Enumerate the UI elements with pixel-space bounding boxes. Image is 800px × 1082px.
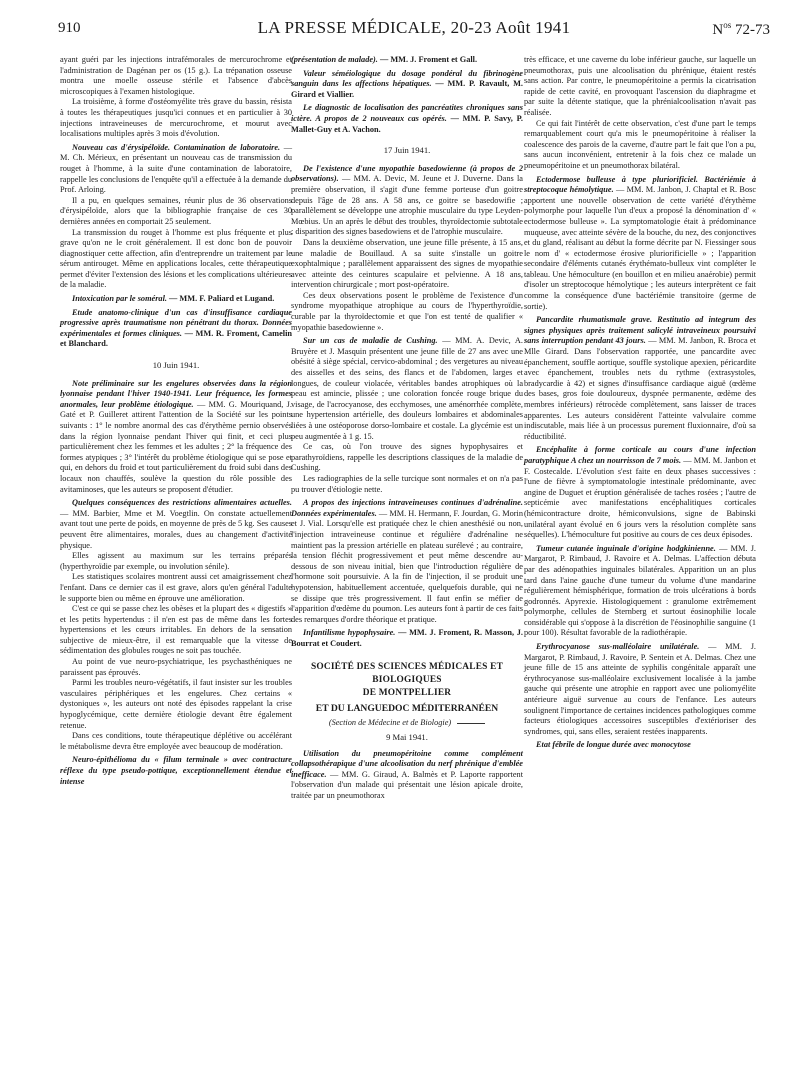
society-line: SOCIÉTÉ DES SCIENCES MÉDICALES ET BIOLOGIQUES (310, 662, 504, 686)
communication (60, 294, 292, 305)
session-date: 10 Juin 1941. (152, 360, 200, 371)
journal-title: LA PRESSE MÉDICALE, 20-23 Août 1941 (257, 18, 571, 37)
communication-authors: — MM. J. Froment et Gall. (379, 55, 478, 64)
communication-authors: — MM. J. Froment, R. Masson, J. Bourrat et Coudert. (291, 628, 523, 648)
communication-title: (présentation de malade). (291, 55, 378, 64)
paragraph: Ce qui fait l'intérêt de cette observation, c'est d'une part le temps remarquablement court qu'a mis le pneumopéritoine à réaliser la coalescence des parois de la caverne, d'autre part le fait que l'on a pu, sans aucun inconvénient, entretenir à la fois chez ce malade un pneumopéritoine et un pneumothorax bilatéral. (524, 118, 756, 170)
column-right (524, 55, 756, 751)
paragraph: Il a pu, en quelques semaines, réunir plus de 36 observations d'érysipéloïde, alors que la bibliographie française de ces 30 dernières années en comportait 25 seulement. (60, 195, 292, 226)
communication-title: A propos des injections intraveineuses continues d'adrénaline. Données expérimentales. (291, 498, 523, 518)
issue-number (712, 20, 770, 39)
divider (457, 723, 485, 724)
communication (291, 336, 523, 442)
issue-value: 72-73 (735, 22, 770, 38)
communication-title: Erythrocyanose sus-malléolaire unilatérale. (536, 642, 700, 652)
communication (524, 740, 756, 751)
issue-prefix: N (712, 22, 724, 38)
communication-body: — MM. G. Mouriquand, J. Gaté et P. Guilleret attirent l'attention de la Société sur les points suivants : 1° le nombre anormal des cas d'érythème pernio observés dans la région lyonnaise pendant l'hiver qui finit, et ceci plus particulièrement chez les femmes et les adultes ; 2° la fréquence des formes atypiques ; 3° l'intérêt du problème étiologique qui se pose et qui, en dehors du froid et tout particulièrement du froid subi dans des locaux non chauffés, soulève la question du rôle possible des avitaminoses, que les auteurs se proposent d'étudier. (60, 399, 292, 494)
session-name: (Section de Médecine et de Biologie) (328, 718, 452, 728)
column-left (60, 55, 292, 787)
paragraph: La transmission du rouget à l'homme est plus fréquente et plus grave qu'on ne le croit généralement. Il est donc bon de pouvoir diagnostiquer cette affection, afin d'entreprendre un traitement par le sérum antirouget. Même en applications locales, cette thérapeutique permet d'éviter l'extension des lésions et les complications ultérieures de la maladie. (60, 227, 292, 290)
communication-authors: — MM. R. Froment, Camelin et Blanchard. (60, 328, 292, 349)
communication (291, 69, 523, 101)
communication (60, 498, 292, 551)
communication (524, 315, 756, 442)
communication (60, 755, 292, 787)
communication (524, 445, 756, 540)
communication-body: — MM. M. Janbon, R. Broca et Mlle Girard. Dans l'observation rapportée, une pancardite avec épanchement, souffle aortique, souffle systolique apexien, péricardite avec épanchement, troubles nets du rythme (extrasystoles, bradycardie à 42) et signes d'insuffisance cardiaque aiguë (œdème des bases, gros foie douloureux, dyspnée permanente, œdème des membres inférieurs) rétrocède complètement, sans laisser de traces apparentes. Les auteurs considèrent l'atteinte valvulaire comme indiscutable, mais liée à un processus purement fluxionnaire, d'où sa réductibilité. (524, 336, 757, 441)
communication-title: Infantilisme hypophysaire. (303, 628, 396, 638)
paragraph: C'est ce qui se passe chez les obèses et la plupart des « digestifs » et les petits hypertendus : il n'en est pas de même dans les fortes hypertensions et les cœurs irritables. En dehors de la sensation subjective de mieux-être, il est remarquable que la vitesse de sédimentation des globules rouges ne soit pas touchée. (60, 604, 292, 656)
paragraph: La troisième, à forme d'ostéomyélite très grave du bassin, résista à toutes les thérapeutiques jusqu'ici connues et en particulier à 30 injections intraveineuses de mercurochrome, et mourut avec localisations multiples après 3 mois d'évolution. (60, 97, 292, 139)
paragraph: Au point de vue neuro-psychiatrique, les psychasthéniques ne paraissent pas éprouvés. (60, 657, 292, 677)
session-date: 17 Juin 1941. (383, 145, 431, 156)
paragraph: Parmi les troubles neuro-végétatifs, il faut insister sur les troubles vasculaires périphériques et les engelures. Chez certains « dystoniques », les auteurs ont noté des épisodes rappelant la crise hypoglycémique, cette dernière étiologie devant être également retenue. (60, 678, 292, 730)
society-heading-line: ET DU LANGUEDOC MÉDITERRANÉEN (315, 703, 499, 715)
paragraph: Dans ces conditions, toute thérapeutique déplétive ou accélérant le métabolisme devra être employée avec beaucoup de modération. (60, 731, 292, 751)
paragraph: Les statistiques scolaires montrent aussi cet amaigrissement chez l'enfant. Dans ce dernier cas il est grave, alors qu'en général l'adulte le supporte bien ou même en éprouve une amélioration. (60, 572, 292, 603)
communication (60, 143, 292, 196)
communication-title: Note préliminaire sur les engelures observées dans la région lyonnaise pendant l'hiver 1940-1941. Leur fréquence, les formes anormales, leur problème étiologique. (60, 378, 292, 409)
communication-body: — MM. G. Giraud, A. Balmès et P. Laporte rapportent l'observation d'un malade qui présentait une lésion apicale droite, traitée par un pneumothorax (291, 769, 523, 801)
society-heading (291, 661, 523, 700)
communication-body: — MM. Barbier, Mme et M. Voegtlin. On constate actuellement avant tout une perte de poids, en moyenne de près de 5 kg. Ses causes peuvent être alimentaires, morales, dues au changement d'activité physique. (60, 508, 292, 550)
communication-title: Ectodermose bulleuse à type pluriorificiel. Bactériémie à streptocoque hémolytique. (524, 174, 756, 195)
communication-body: — MM. J. Margarot, P. Rimbaud, J. Ravoire et A. Delmas. L'affection débuta par des adénopathies inguinales bilatérales. Apparition un an plus tard dans l'aine gauche d'une tumeur du volume d'une mandarine régulièrement hémisphérique, formation de trois ulcérations à bords godronnés. Apyrexie. Histologiquement : granulome extrêmement polymorphe, cellules de Sternberg et surtout éosinophilie locale considérable qui s'oppose à la discrétion de l'éosinophilie sanguine (1 pour 100). Résultat favorable de la radiothérapie. (524, 543, 757, 638)
communication (524, 175, 756, 313)
communication-body: — MM. A. Devic, A. Bruyère et J. Masquin présentent une jeune fille de 27 ans avec une obésité à siège spécial, cervico-abdominal ; des vergetures au niveau des aisselles et des seins, des flancs et de l'abdomen, larges et longues, de couleur violacée, véritables bandes atrophiques où la peau est amincie, plissée ; une coloration foncée rouge brique du visage, de l'acrocyanose, des ecchymoses, une aménorrhée complète, une hypertension artérielle, des douleurs lombaires et abdominales liées à une ostéoporose dorso-lombaire et costale. La glycémie est un peu augmentée à 1 g. 15. (291, 336, 523, 441)
communication-title: Etude anatomo-clinique d'un cas d'insuffisance cardiaque progressive après traumatisme non pénétrant du thorax. Données expérimentales et formes cliniques. (60, 307, 292, 338)
issue-sup: os (723, 20, 732, 30)
paragraph: Les radiographies de la selle turcique sont normales et on n'a pas pu trouver d'étiologie nette. (291, 473, 523, 494)
communication-body: — MM. A. Devic, M. Jeune et J. Duverne. Dans la première observation, il s'agit d'une femme porteuse d'un goitre depuis l'âge de 28 ans. A 58 ans, ce goitre se basedowifie ; parallèlement se développe une atrophie musculaire du type Leyden-Mœbius. Un an après le début des troubles, thyroïdectomie subtotale ; disparition des signes basedowiens et de l'atrophie musculaire. (291, 174, 523, 237)
communication-title: Neuro-épithélioma du « filum terminale » avec contracture réflexe du type pseudo-pottique, exceptionnellement étendue et intense (60, 755, 292, 786)
communication-title: Intoxication par le soméral. (72, 294, 167, 304)
communication-authors: — MM. P. Ravault, M. Girard et Viallier. (291, 79, 523, 99)
paragraph: Dans la deuxième observation, une jeune fille présente, à 15 ans, une maladie de Bouillaud. A sa suite s'installe un goitre exophtalmique ; parallèlement apparaissent des signes de myopathie avec atteinte des ceintures scapulaire et pelvienne. A 18 ans, intervention chirurgicale ; mort post-opératoire. (291, 237, 523, 290)
communication-body: — MM. M. Janbon et F. Costecalde. L'évolution s'est faite en deux phases successives : l'une de fièvre à symptomatologie intestinale prédominante, avec angine de Duguet et éruption généralisée de taches rosées ; l'autre de septicémie avec manifestations encéphalitiques corticales (hémicontracture droite, hémiconvulsions, signe de Babinski unilatéral ayant évolué en 6 jours vers la résolution complète sans séquelles). L'hémoculture fut positive au cours de ces deux épisodes. (524, 455, 756, 540)
communication-title: Encéphalite à forme corticale au cours d'une infection paratyphique A chez un nourrisson de 7 mois. (524, 445, 756, 465)
session-date: 9 Mai 1941. (386, 732, 428, 743)
communication-title: Sur un cas de maladie de Cushing. (303, 336, 438, 346)
communication (291, 164, 523, 238)
communication-authors: — MM. P. Savy, P. Mallet-Guy et A. Vachon. (291, 113, 523, 134)
communication-body: — MM. H. Hermann, F. Jourdan, G. Morin et J. Vial. Lorsqu'elle est pratiquée chez le chien anesthésié ou non, l'injection intraveineuse continue et régulière d'adrénaline ne maintient pas la pression artérielle en plateau surélevé ; au contraire, la tension fléchit progressivement et peut même descendre au-dessous de son niveau initial, bien que l'introduction régulière de l'hormone soit poursuivie. A la fin de l'injection, il se produit une hypotension, habituellement accentuée, quelquefois durable, qui ne se dissipe que très progressivement. Il faut enfin se méfier de l'apparition d'œdème du poumon. Les auteurs font à partir de ces faits des remarques d'ordre théorique et pratique. (291, 508, 524, 624)
communication (291, 103, 523, 135)
communication-title: Utilisation du pneumopéritoine comme complément collapsothérapique d'une alcoolisation du nerf phrénique d'emblée inefficace. (291, 748, 523, 779)
column-middle (291, 55, 523, 802)
communication-body: — MM. M. Janbon, J. Chaptal et R. Bosc apportent une nouvelle observation de cette variété d'érythème polymorphe pour laquelle l'un d'eux a proposé la dénomination d' « ectodermose bulleuse ». La symptomatologie était à prédominance muqueuse, avec atteinte sévère de la bouche, du nez, des conjonctives et du gland, réalisant au début la forme décrite par N. Fiessinger sous le nom d' « ectodermose érosive pluriorificielle » ; l'apparition secondaire d'éléments cutanés érythémato-bulleux vint compléter le tableau. Une hémoculture (en bouillon et en milieu anaérobie) permit d'isoler un streptocoque hémolytique ; les auteurs interprètent ce fait comme la conséquence d'une bactériémie transitoire (germe de sortie). (524, 185, 756, 311)
communication-title: Pancardite rhumatismale grave. Restitutio ad integrum des signes physiques après traitement salicylé intraveineux poursuivi sans interruption pendant 43 jours. (524, 315, 756, 346)
communication (291, 498, 523, 625)
communication-title: Tumeur cutanée inguinale d'origine hodgkinienne. (536, 543, 716, 553)
communication-title: Etat fébrile de longue durée avec monocytose (536, 740, 691, 750)
society-line: DE MONTPELLIER (362, 688, 452, 699)
paragraph: ayant guéri par les injections intrafémorales de mercurochrome et l'administration de Dagénan per os (15 g.). La trépanation osseuse montra une moelle osseuse stérile et l'absence d'abcès microscopiques à l'examen histologique. (60, 55, 292, 96)
page-number: 910 (58, 20, 81, 36)
communication-authors: — MM. F. Paliard et Lugand. (169, 294, 275, 304)
communication-body: — M. Ch. Mérieux, en présentant un nouveau cas de transmission du rouget à l'homme, à la suite d'une contamination de laboratoire, rappelle les conclusions de l'enquête qu'il a effectuée à la demande du Prof. Arloing. (60, 142, 292, 195)
communication (291, 628, 523, 649)
communication (524, 544, 756, 639)
communication (60, 379, 292, 496)
communication (60, 308, 292, 350)
communication-title: Valeur séméiologique du dosage pondéral du fibrinogène sanguin dans les affections hépatiques. (291, 68, 523, 89)
paragraph: Ces deux observations posent le problème de l'existence d'un syndrome myopathique atrophique au cours de l'hyperthyroïdie, curable par la thyroïdectomie et que l'on est tenté de qualifier « myopathie basedowienne ». (291, 290, 523, 332)
communication-title: Quelques conséquences des restrictions alimentaires actuelles. (72, 498, 292, 508)
communication (524, 642, 756, 737)
paragraph: Elles agissent au maximum sur les terrains préparés (hyperthyroïdie par exemple, ou involution sénile). (60, 551, 292, 571)
session-subtitle (291, 718, 523, 729)
paragraph: Ce cas, où l'on trouve des signes hypophysaires et parathyroïdiens, rappelle les descriptions classiques de la maladie de Cushing. (291, 442, 523, 473)
communication-title: Nouveau cas d'érysipéloïde. Contamination de laboratoire. (72, 142, 281, 152)
communication-body: — MM. J. Margarot, P. Rimbaud, J. Ravoire, P. Sentein et A. Delmas. Chez une jeune fille de 15 ans atteinte de syphilis congénitale apparaît une érythrocyanose sus-malléolaire exclusivement localisée à la jambe gauche qui présente une atrophie en rapport avec une poliomyélite antérieure aiguë survenue au cours de l'enfance. Les auteurs soulignent l'importance de certaines incidences pathologiques comme facteurs étiologiques accessoires susceptibles d'extérioriser des syndromes, qui, sans elles, seraient restées inapparents. (524, 642, 757, 736)
communication-title: Le diagnostic de localisation des pancréatites chroniques sans ictère. A propos de 2 nouveaux cas opérés. (291, 103, 523, 123)
paragraph: très efficace, et une caverne du lobe inférieur gauche, sur laquelle un pneumothorax, puis une alcoolisation du phrénique, étaient restés sans action. Par contre, le pneumopéritoine a permis la cicatrisation rapide de cette cavité, en provoquant l'ascension du diaphragme et par suite la détente statique, que la phrénialcoolisation n'avait pas réalisée. (524, 55, 756, 117)
running-header (58, 18, 770, 44)
communication (291, 55, 523, 66)
communication-title: De l'existence d'une myopathie basedowienne (à propos de 2 observations). (291, 163, 523, 184)
communication (291, 749, 523, 802)
